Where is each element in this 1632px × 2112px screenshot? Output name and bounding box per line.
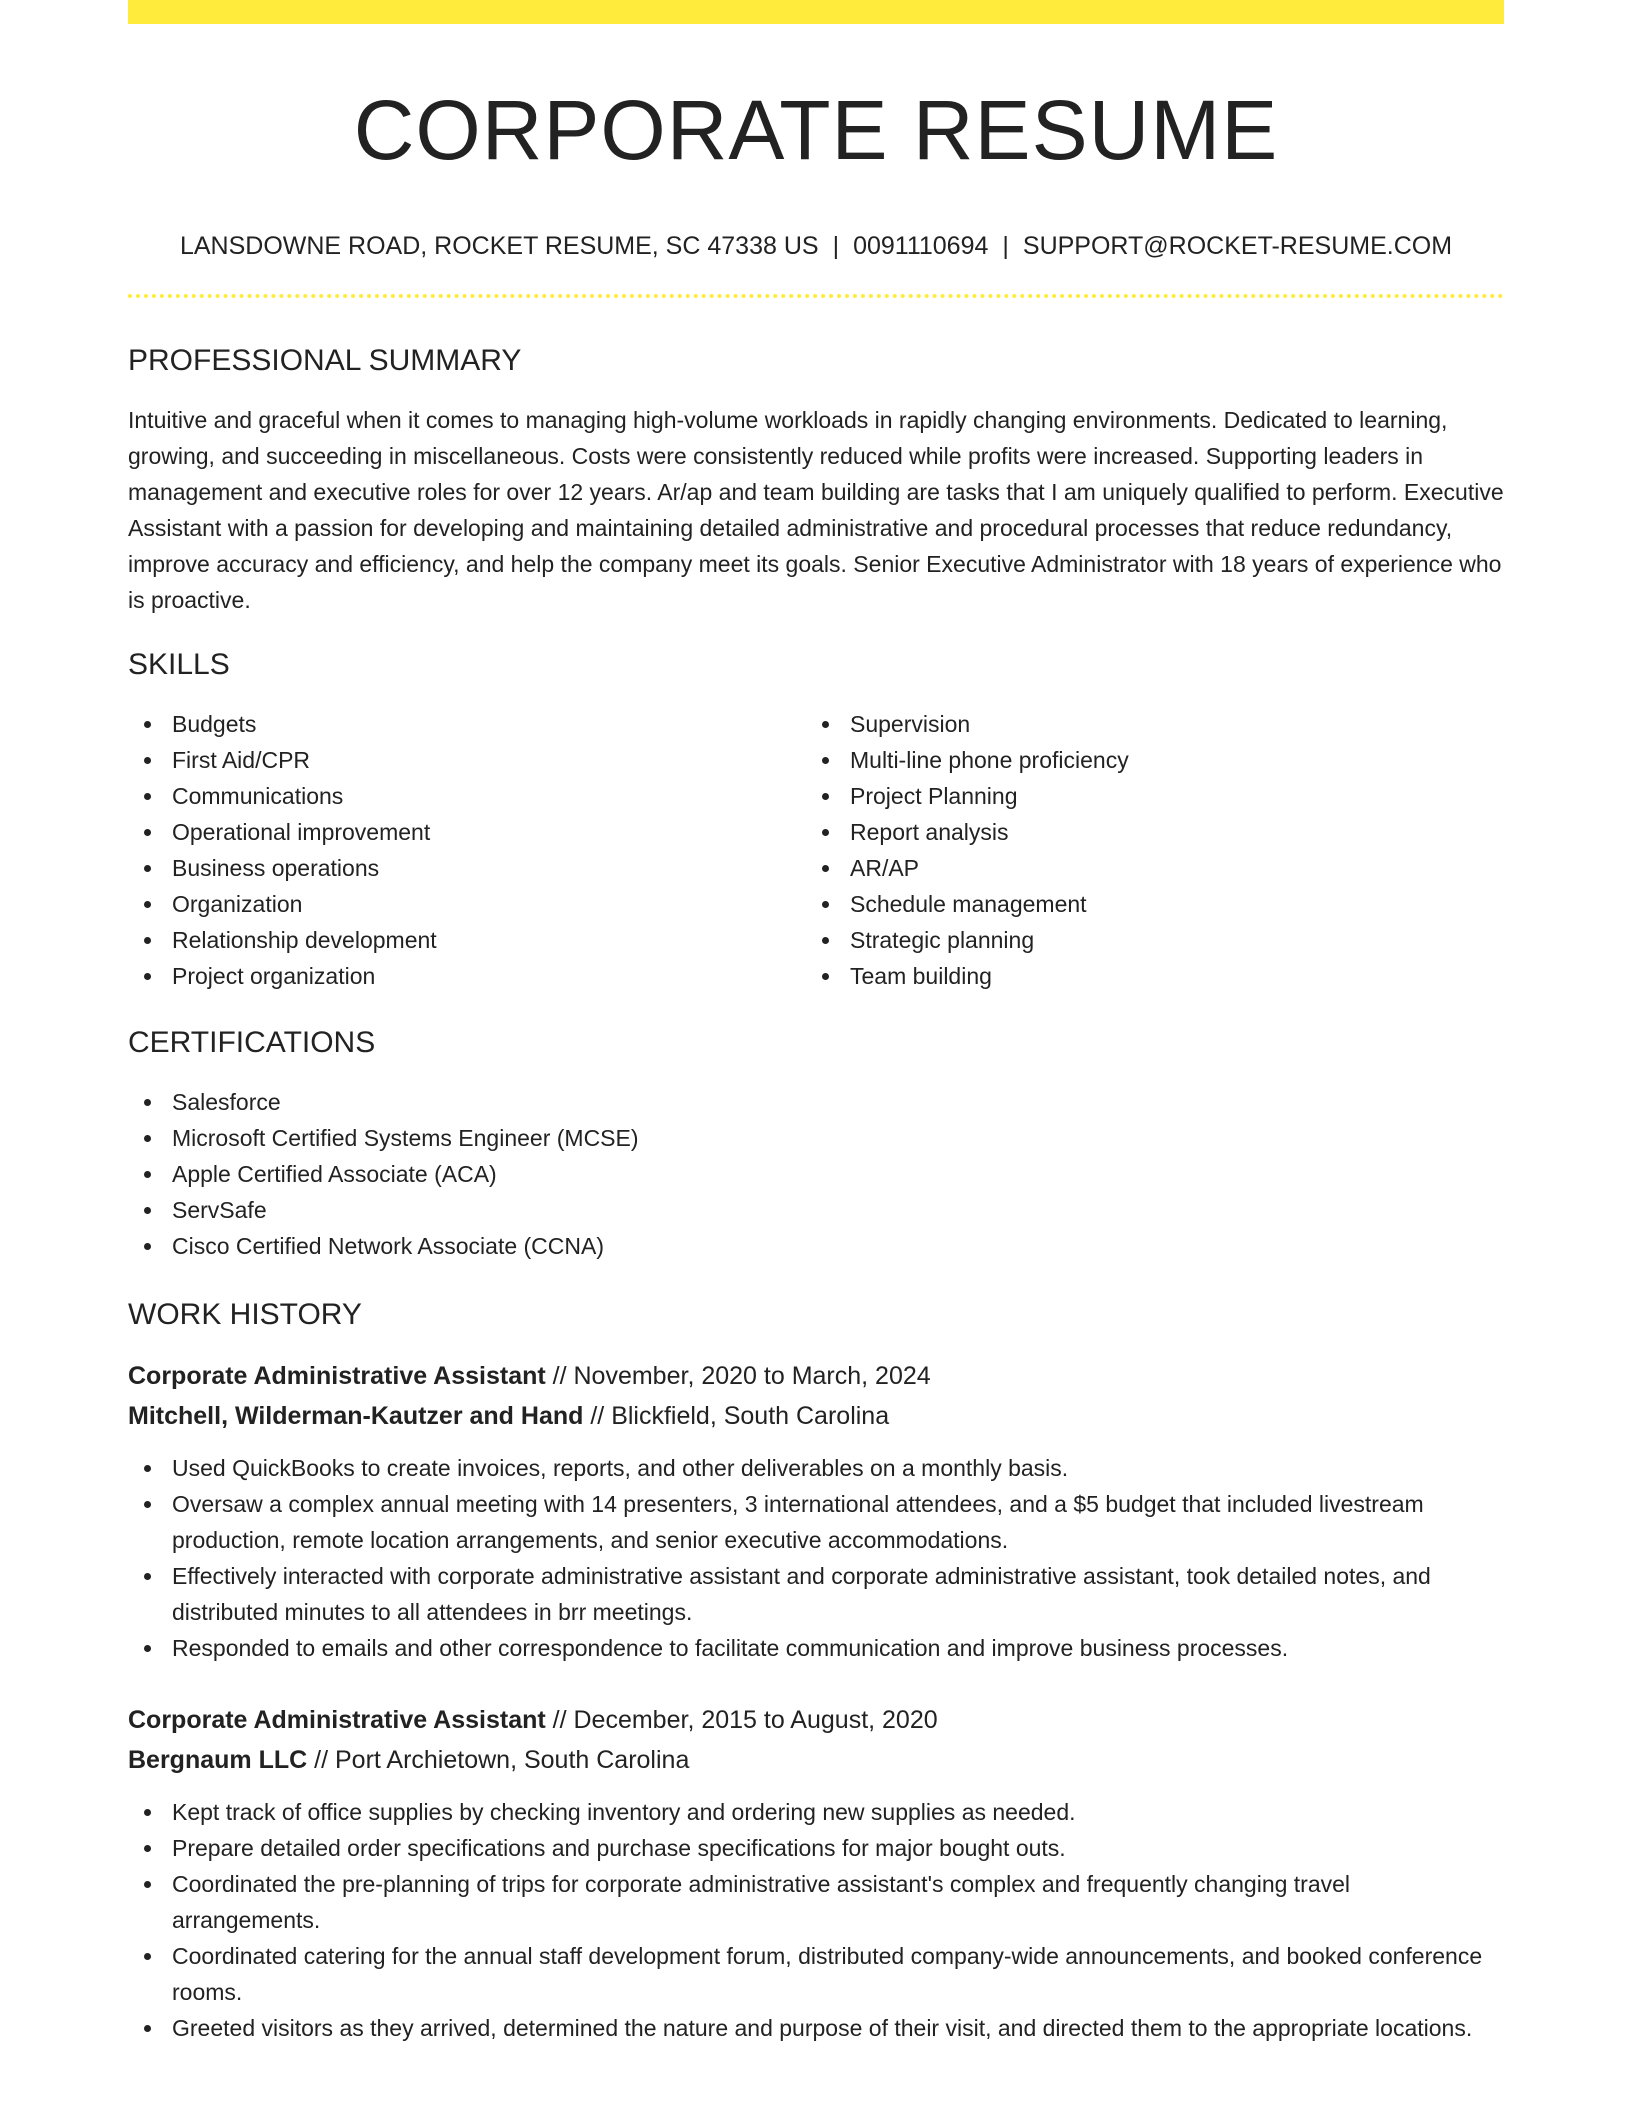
job-title: Corporate Administrative Assistant	[128, 1706, 546, 1734]
job-company: Mitchell, Wilderman-Kautzer and Hand	[128, 1402, 584, 1430]
certification-item: Salesforce	[128, 1084, 1504, 1120]
professional-summary-section	[128, 342, 1504, 618]
skills-grid	[128, 706, 1504, 994]
job-title: Corporate Administrative Assistant	[128, 1362, 546, 1390]
skills-heading: SKILLS	[128, 648, 230, 681]
job-title-line	[128, 1356, 1504, 1396]
contact-address: LANSDOWNE ROAD, ROCKET RESUME, SC 47338 US	[179, 232, 819, 260]
dotted-divider	[128, 294, 1504, 298]
job-company-line	[128, 1396, 1504, 1436]
job-dates: November, 2020 to March, 2024	[573, 1362, 931, 1390]
job-location: Blickfield, South Carolina	[611, 1402, 890, 1430]
job-duty-item: Greeted visitors as they arrived, determined the nature and purpose of their visit, and directed them to the appropriate locations.	[128, 2010, 1504, 2046]
skill-item: Report analysis	[806, 814, 1484, 850]
contact-separator: |	[832, 232, 840, 260]
job-duty-item: Responded to emails and other correspondence to facilitate communication and improve business processes.	[128, 1630, 1504, 1666]
job-location: Port Archietown, South Carolina	[334, 1746, 690, 1774]
contact-separator: |	[1002, 232, 1009, 260]
skill-item: Team building	[806, 958, 1484, 994]
skill-item: Operational improvement	[128, 814, 806, 850]
skill-item: Supervision	[806, 706, 1484, 742]
job-duties-list	[128, 1794, 1504, 2046]
certification-item: ServSafe	[128, 1192, 1504, 1228]
skills-list-left	[128, 706, 806, 994]
skills-list-right	[806, 706, 1484, 994]
job-entry	[128, 1356, 1504, 1666]
certifications-section	[128, 1024, 1504, 1264]
summary-heading: PROFESSIONAL SUMMARY	[128, 344, 522, 377]
certifications-list	[128, 1084, 1504, 1264]
job-separator: //	[307, 1746, 335, 1774]
job-duty-item: Coordinated catering for the annual staff development forum, distributed company-wide announcements, and booked conference rooms.	[128, 1938, 1504, 2010]
contact-email: SUPPORT@ROCKET-RESUME.COM	[1022, 232, 1453, 260]
summary-text: Intuitive and graceful when it comes to managing high-volume workloads in rapidly changing environments. Dedicated to learning, growing, and succeeding in miscellaneous. Costs were consistently reduced while profits were increased. Supporting leaders in management and executive roles for over 12 years. Ar/ap and team building are tasks that I am uniquely qualified to perform. Executive Assistant with a passion for developing and maintaining detailed administrative and procedural processes that reduce redundancy, improve accuracy and efficiency, and help the company meet its goals. Senior Executive Administrator with 18 years of experience who is proactive.	[128, 407, 1504, 613]
skill-item: Project Planning	[806, 778, 1484, 814]
work-history-heading: WORK HISTORY	[128, 1298, 362, 1331]
contact-phone: 0091110694	[853, 232, 989, 260]
skill-item: Relationship development	[128, 922, 806, 958]
job-duties-list	[128, 1450, 1504, 1666]
job-title-line	[128, 1700, 1504, 1740]
job-duty-item: Effectively interacted with corporate administrative assistant and corporate administrative assistant, took detailed notes, and distributed minutes to all attendees in brr meetings.	[128, 1558, 1504, 1630]
certification-item: Cisco Certified Network Associate (CCNA)	[128, 1228, 1504, 1264]
job-duty-item: Kept track of office supplies by checking inventory and ordering new supplies as needed.	[128, 1794, 1504, 1830]
certification-item: Apple Certified Associate (ACA)	[128, 1156, 1504, 1192]
resume-content	[128, 0, 1504, 2046]
job-duty-item: Used QuickBooks to create invoices, reports, and other deliverables on a monthly basis.	[128, 1450, 1504, 1486]
skill-item: Budgets	[128, 706, 806, 742]
contact-line	[128, 230, 1504, 262]
resume-title: CORPORATE RESUME	[353, 83, 1279, 177]
job-dates: December, 2015 to August, 2020	[573, 1706, 938, 1734]
job-separator: //	[583, 1402, 612, 1430]
job-company: Bergnaum LLC	[128, 1746, 308, 1774]
job-separator: //	[545, 1362, 574, 1390]
skills-section	[128, 646, 1504, 994]
job-duty-item: Oversaw a complex annual meeting with 14 presenters, 3 international attendees, and a $5 budget that included livestream production, remote location arrangements, and senior executive accommodations.	[128, 1486, 1504, 1558]
job-duty-item: Coordinated the pre-planning of trips for corporate administrative assistant's complex and frequently changing travel arrangements.	[128, 1866, 1504, 1938]
skill-item: Project organization	[128, 958, 806, 994]
skill-item: AR/AP	[806, 850, 1484, 886]
skill-item: Communications	[128, 778, 806, 814]
skill-item: Business operations	[128, 850, 806, 886]
work-history-section	[128, 1296, 1504, 2046]
job-duty-item: Prepare detailed order specifications and purchase specifications for major bought outs.	[128, 1830, 1504, 1866]
certifications-heading: CERTIFICATIONS	[128, 1026, 376, 1059]
skill-item: First Aid/CPR	[128, 742, 806, 778]
job-company-line	[128, 1740, 1504, 1780]
job-entry	[128, 1700, 1504, 2046]
certification-item: Microsoft Certified Systems Engineer (MCSE)	[128, 1120, 1504, 1156]
skill-item: Schedule management	[806, 886, 1484, 922]
skill-item: Multi-line phone proficiency	[806, 742, 1484, 778]
skill-item: Strategic planning	[806, 922, 1484, 958]
skill-item: Organization	[128, 886, 806, 922]
job-separator: //	[545, 1706, 574, 1734]
